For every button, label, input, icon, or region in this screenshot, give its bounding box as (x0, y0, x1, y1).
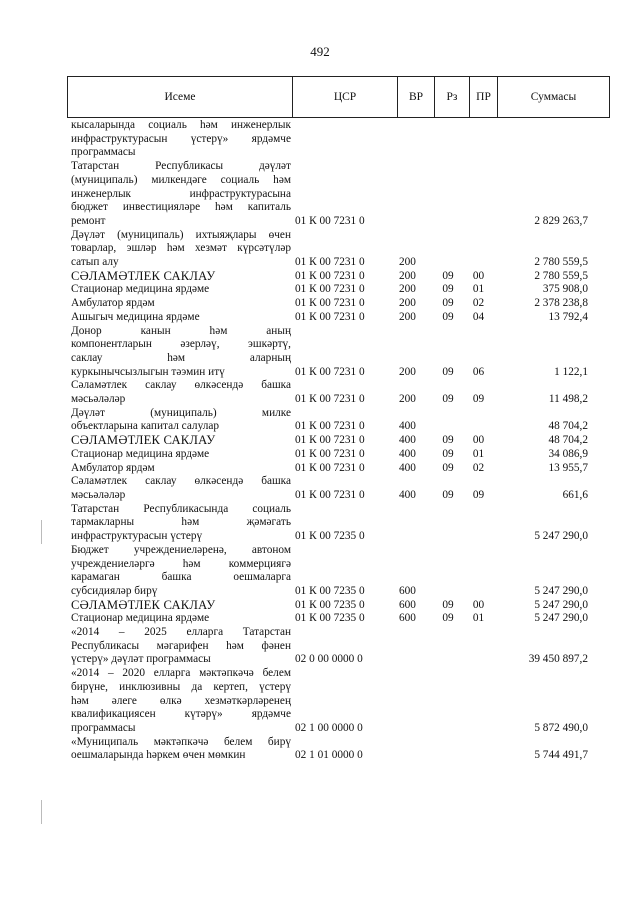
row-sum: 5 247 290,0 (534, 598, 588, 611)
header-sum: Суммасы (498, 77, 610, 118)
row-rz: 09 (442, 310, 454, 323)
row-sum: 48 704,2 (548, 420, 588, 433)
row-name-line: программасы (71, 146, 136, 159)
row-vr: 400 (399, 447, 416, 460)
row-csr: 01 К 00 7235 0 (295, 612, 365, 625)
row-csr: 02 1 01 0000 0 (295, 749, 363, 762)
row-csr: 02 1 00 0000 0 (295, 721, 363, 734)
row-name-line: Амбулатор ярдәм (71, 297, 155, 310)
margin-mark (41, 800, 42, 824)
row-name-line: компонентларын әзерләү, эшкәртү, (71, 338, 291, 351)
row-vr: 200 (399, 297, 416, 310)
row-name (67, 736, 291, 763)
row-name-line: тармакларны һәм җәмәгать (71, 516, 291, 529)
row-csr: 01 К 00 7231 0 (295, 365, 365, 378)
row-sum: 34 086,9 (548, 447, 588, 460)
row-vr: 200 (399, 283, 416, 296)
row-name (67, 229, 291, 270)
row-pr: 01 (472, 447, 485, 460)
row-name (67, 612, 291, 626)
header-name: Исеме (68, 77, 293, 118)
row-csr: 01 К 00 7231 0 (295, 310, 365, 323)
page-number: 492 (310, 44, 330, 59)
row-pr: 00 (472, 269, 485, 282)
row-sum: 5 744 491,7 (534, 749, 588, 762)
row-vr: 200 (399, 310, 416, 323)
row-name-line: инженерлык инфраструктурасына (71, 187, 291, 200)
row-sum: 661,6 (562, 488, 588, 501)
row-pr: 00 (472, 434, 485, 447)
row-pr: 02 (472, 461, 485, 474)
row-name-line: товарлар, эшләр һәм хезмәт күрсәтүләр (71, 242, 291, 255)
row-rz: 09 (442, 434, 454, 447)
row-csr: 01 К 00 7231 0 (295, 420, 365, 433)
row-sum: 1 122,1 (554, 365, 588, 378)
row-name-line: Стационар медицина ярдәме (71, 612, 210, 625)
row-vr: 400 (399, 434, 416, 447)
row-csr: 01 К 00 7231 0 (295, 256, 365, 269)
header-csr: ЦСР (293, 77, 398, 118)
margin-mark (41, 520, 42, 544)
row-name-line: Амбулатор ярдәм (71, 461, 155, 474)
table-row (67, 434, 610, 448)
table-row (67, 283, 610, 297)
row-vr: 200 (399, 393, 416, 406)
row-pr: 09 (472, 488, 485, 501)
row-name (67, 379, 291, 406)
row-name-line: учреждениеләргә һәм коммерциягә (71, 557, 291, 570)
row-name-line: саклау һәм аларның (71, 351, 291, 364)
row-csr: 01 К 00 7231 0 (295, 461, 365, 474)
row-csr: 01 К 00 7235 0 (295, 598, 365, 611)
row-pr: 04 (472, 310, 485, 323)
row-csr: 01 К 00 7231 0 (295, 269, 365, 282)
row-pr: 01 (472, 283, 485, 296)
row-name (67, 667, 291, 736)
row-name-line: карамаган башка оешмаларга (71, 571, 291, 584)
row-name (67, 475, 291, 502)
table-row (67, 325, 610, 380)
table-row (67, 736, 610, 763)
row-csr: 01 К 00 7231 0 (295, 488, 365, 501)
row-name (67, 160, 291, 229)
row-csr: 01 К 00 7231 0 (295, 214, 365, 227)
row-name-line: квалификациясен күтәрү» ярдәмче (71, 708, 291, 721)
row-name (67, 297, 291, 311)
row-name-line: Сәламәтлек саклау өлкәсендә башка (71, 379, 291, 392)
table-row (67, 448, 610, 462)
row-name-line: Сәламәтлек саклау өлкәсендә башка (71, 475, 291, 488)
table-row (67, 599, 610, 613)
row-sum: 375 908,0 (542, 283, 588, 296)
row-name (67, 283, 291, 297)
row-rz: 09 (442, 461, 454, 474)
row-name-line: Дәүләт (муниципаль) милке (71, 406, 291, 419)
row-name-line: оешмаларында һәркем өчен мөмкин (71, 749, 246, 762)
row-vr: 200 (399, 256, 416, 269)
row-name-line: инфраструктурасын үстерү» ярдәмче (71, 132, 291, 145)
row-vr: 600 (399, 612, 416, 625)
row-csr: 01 К 00 7231 0 (295, 447, 365, 460)
row-name (67, 270, 291, 284)
row-sum: 2 378 238,8 (534, 297, 588, 310)
row-rz: 09 (442, 283, 454, 296)
row-csr: 01 К 00 7235 0 (295, 530, 365, 543)
row-name-line: объектларына капитал салулар (71, 420, 220, 433)
row-vr: 400 (399, 461, 416, 474)
row-sum: 5 247 290,0 (534, 530, 588, 543)
row-name (67, 448, 291, 462)
row-csr: 02 0 00 0000 0 (295, 653, 363, 666)
row-name-line: сатып алу (71, 256, 119, 269)
header-pr: ПР (470, 77, 498, 118)
row-name-line: программасы (71, 721, 136, 734)
table-row (67, 626, 610, 667)
row-name-line: Дәүләт (муниципаль) ихтыяҗлары өчен (71, 228, 291, 241)
row-name-line: СӘЛАМӘТЛЕК САКЛАУ (71, 433, 216, 448)
row-name-line: кысаларында социаль һәм инженерлык (71, 119, 291, 131)
row-name-line: СӘЛАМӘТЛЕК САКЛАУ (71, 268, 216, 283)
table-row (67, 667, 610, 736)
row-pr: 02 (472, 297, 485, 310)
row-pr: 01 (472, 612, 485, 625)
table-row (67, 160, 610, 229)
row-name-line: субсидияләр бирү (71, 584, 158, 597)
row-name-line: инфраструктурасын үстерү (71, 530, 203, 543)
table-row (67, 119, 610, 160)
row-sum: 39 450 897,2 (528, 653, 588, 666)
row-name-line: СӘЛАМӘТЛЕК САКЛАУ (71, 597, 216, 612)
row-sum: 2 780 559,5 (534, 269, 588, 282)
table-row (67, 462, 610, 476)
row-name-line: мәсьәләләр (71, 488, 126, 501)
row-name-line: Татарстан Республикасында социаль (71, 502, 291, 515)
row-name-line: ремонт (71, 214, 106, 227)
header-vr: ВР (398, 77, 435, 118)
row-name-line: Стационар медицина ярдәме (71, 283, 210, 296)
row-name-line: бюджет инвестицияләре һәм капиталь (71, 201, 291, 214)
row-name-line: «Муниципаль мәктәпкәчә белем бирү (71, 735, 291, 748)
table-row (67, 311, 610, 325)
table-row (67, 229, 610, 270)
table-body (67, 119, 610, 763)
row-csr: 01 К 00 7235 0 (295, 584, 365, 597)
row-vr: 600 (399, 598, 416, 611)
row-name (67, 119, 291, 160)
row-sum: 2 780 559,5 (534, 256, 588, 269)
row-name-line: һәм әлеге өлкә хезмәткәрләренең (71, 694, 291, 707)
table-row (67, 407, 610, 434)
row-name (67, 462, 291, 476)
row-csr: 01 К 00 7231 0 (295, 297, 365, 310)
row-name-line: Республикасы мәгарифен һәм фәнен (71, 639, 291, 652)
row-name-line: (муниципаль) милкендәге социаль һәм (71, 173, 291, 186)
table-header (67, 76, 610, 118)
row-name (67, 434, 291, 448)
row-sum: 11 498,2 (548, 393, 588, 406)
row-name-line: куркынычсызлыгын тәэмин итү (71, 365, 225, 378)
row-name-line: Татарстан Республикасы дәүләт (71, 160, 291, 173)
row-csr: 01 К 00 7231 0 (295, 393, 365, 406)
row-csr: 01 К 00 7231 0 (295, 283, 365, 296)
row-sum: 5 247 290,0 (534, 612, 588, 625)
row-rz: 09 (442, 365, 454, 378)
row-name-line: Ашыгыч медицина ярдәме (71, 310, 200, 323)
row-rz: 09 (442, 598, 454, 611)
row-rz: 09 (442, 297, 454, 310)
header-rz: Рз (435, 77, 470, 118)
row-name-line: үстерү» дәүләт программасы (71, 653, 211, 666)
row-sum: 13 792,4 (548, 310, 588, 323)
row-sum: 5 872 490,0 (534, 721, 588, 734)
row-name (67, 544, 291, 599)
row-sum: 48 704,2 (548, 434, 588, 447)
row-vr: 400 (399, 488, 416, 501)
table-row (67, 270, 610, 284)
row-name (67, 311, 291, 325)
row-vr: 200 (399, 365, 416, 378)
row-name-line: Донор канын һәм аның (71, 324, 291, 337)
row-rz: 09 (442, 488, 454, 501)
row-name (67, 325, 291, 380)
row-name (67, 626, 291, 667)
row-pr: 00 (472, 598, 485, 611)
row-rz: 09 (442, 269, 454, 282)
row-name (67, 599, 291, 613)
row-vr: 400 (399, 420, 416, 433)
row-sum: 5 247 290,0 (534, 584, 588, 597)
table-row (67, 503, 610, 544)
row-name-line: «2014 – 2020 елларга мәктәпкәчә белем (71, 667, 291, 680)
row-pr: 06 (472, 365, 485, 378)
row-name-line: Бюджет учреждениеләренә, автоном (71, 543, 291, 556)
table-row (67, 379, 610, 406)
row-vr: 600 (399, 584, 416, 597)
row-name-line: бирүне, инклюзивны да кертеп, үстерү (71, 680, 291, 693)
table-row (67, 612, 610, 626)
table-row (67, 475, 610, 502)
row-name-line: Стационар медицина ярдәме (71, 447, 210, 460)
row-vr: 200 (399, 269, 416, 282)
row-rz: 09 (442, 447, 454, 460)
row-sum: 2 829 263,7 (534, 214, 588, 227)
row-sum: 13 955,7 (548, 461, 588, 474)
row-name (67, 407, 291, 434)
row-rz: 09 (442, 612, 454, 625)
row-name-line: «2014 – 2025 елларга Татарстан (71, 626, 291, 639)
row-pr: 09 (472, 393, 485, 406)
table-row (67, 544, 610, 599)
table-row (67, 297, 610, 311)
row-csr: 01 К 00 7231 0 (295, 434, 365, 447)
row-name-line: мәсьәләләр (71, 393, 126, 406)
row-name (67, 503, 291, 544)
row-rz: 09 (442, 393, 454, 406)
